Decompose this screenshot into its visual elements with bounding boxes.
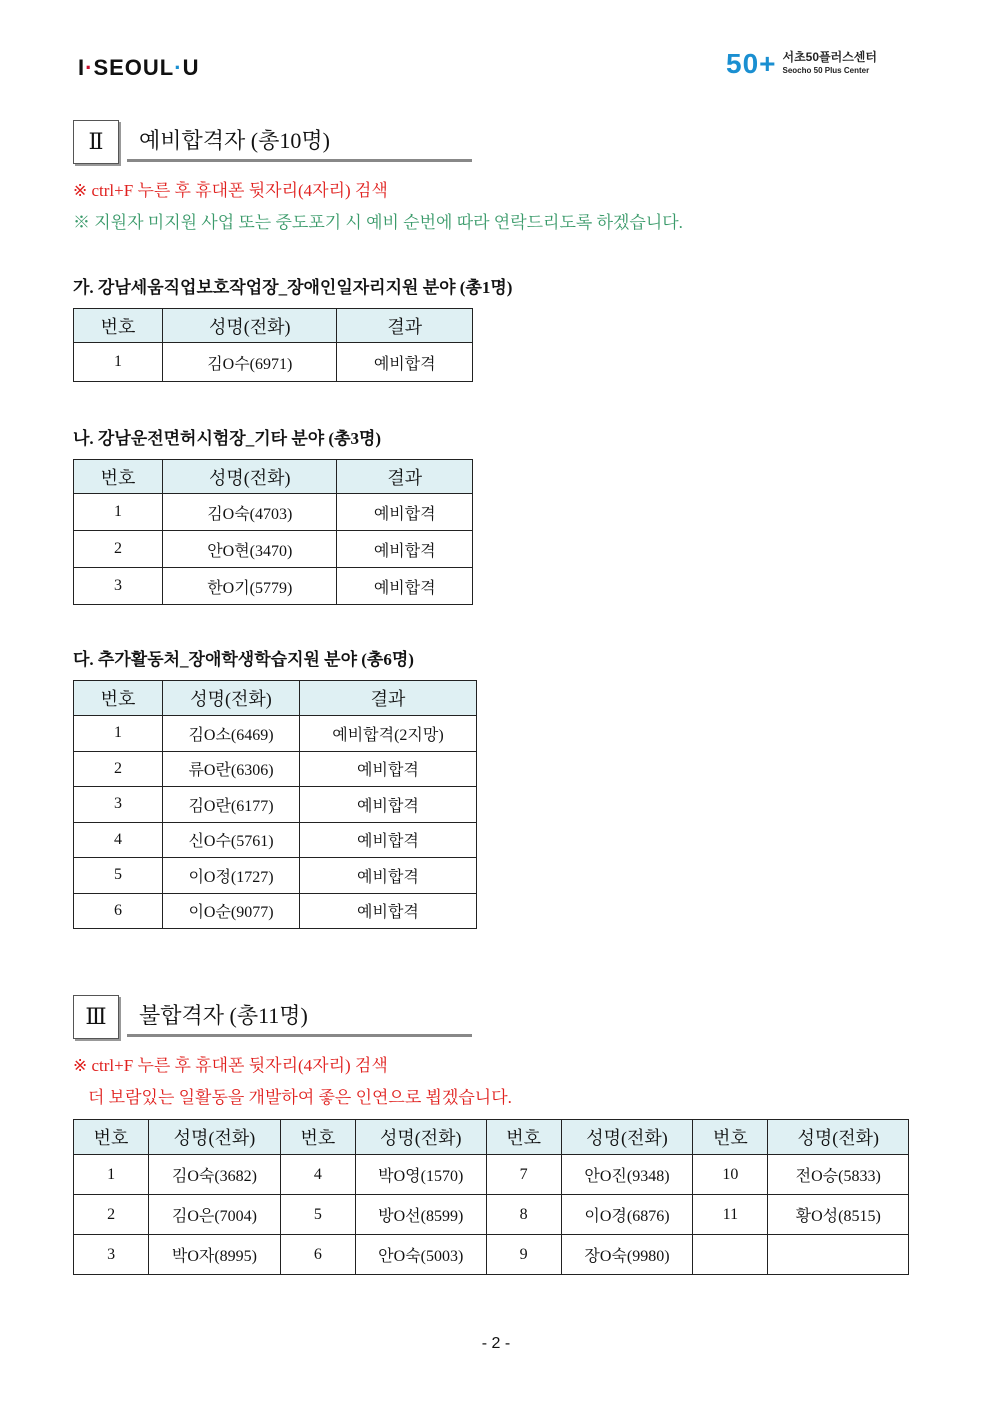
reserve-table-da xyxy=(73,680,477,929)
table-cell: 예비합격 xyxy=(337,494,473,531)
table-cell: 박O자(8995) xyxy=(149,1235,281,1275)
column-header: 성명(전화) xyxy=(163,309,337,343)
farewell-note: 더 보람있는 일활동을 개발하여 좋은 인연으로 뵙겠습니다. xyxy=(88,1088,512,1107)
table-cell: 신O수(5761) xyxy=(163,822,300,858)
table-cell: 이O정(1727) xyxy=(163,858,300,894)
search-note: ※ ctrl+F 누른 후 휴대폰 뒷자리(4자리) 검색 xyxy=(73,181,388,200)
logo-kr-text: 서초50플러스센터 xyxy=(782,50,877,64)
column-header: 성명(전화) xyxy=(163,681,300,716)
column-header: 성명(전화) xyxy=(149,1120,281,1155)
table-cell: 7 xyxy=(486,1155,561,1195)
table-cell: 김O숙(3682) xyxy=(149,1155,281,1195)
table-row xyxy=(74,343,473,382)
logo-mark-text: 50+ xyxy=(726,48,777,79)
table-cell: 6 xyxy=(74,893,163,929)
reserve-table-na xyxy=(73,459,473,605)
table-cell xyxy=(768,1235,909,1275)
table-cell: 1 xyxy=(74,1155,149,1195)
table-cell: 예비합격 xyxy=(299,787,476,823)
column-header: 결과 xyxy=(337,309,473,343)
table-cell: 4 xyxy=(74,822,163,858)
table-cell: 김O숙(4703) xyxy=(163,494,337,531)
table-cell: 5 xyxy=(74,858,163,894)
column-header: 번호 xyxy=(280,1120,355,1155)
seocho-50-plus-logo xyxy=(726,48,877,80)
table-cell: 류O란(6306) xyxy=(163,751,300,787)
table-cell: 1 xyxy=(74,494,163,531)
table-row xyxy=(74,568,473,605)
table-cell: 한O기(5779) xyxy=(163,568,337,605)
table-cell: 장O숙(9980) xyxy=(561,1235,693,1275)
table-row xyxy=(74,494,473,531)
table-cell: 1 xyxy=(74,716,163,752)
reserve-table-ga xyxy=(73,308,473,382)
table-cell: 5 xyxy=(280,1195,355,1235)
table-cell: 3 xyxy=(74,568,163,605)
table-row xyxy=(74,531,473,568)
table-header-row xyxy=(74,309,473,343)
section-3-title: 불합격자 (총11명) xyxy=(127,995,472,1037)
table-cell: 10 xyxy=(693,1155,768,1195)
column-header: 성명(전화) xyxy=(561,1120,693,1155)
column-header: 성명(전화) xyxy=(768,1120,909,1155)
table-cell: 안O숙(5003) xyxy=(355,1235,486,1275)
table-cell: 안O현(3470) xyxy=(163,531,337,568)
table-row xyxy=(74,787,477,823)
table-cell: 예비합격(2지망) xyxy=(299,716,476,752)
table-row xyxy=(74,822,477,858)
table-cell: 김O란(6177) xyxy=(163,787,300,823)
page-number: - 2 - xyxy=(481,1335,511,1352)
i-seoul-u-logo: I·SEOUL·U xyxy=(78,55,200,80)
table-cell: 김O은(7004) xyxy=(149,1195,281,1235)
table-cell: 3 xyxy=(74,1235,149,1275)
table-header-row xyxy=(74,1120,909,1155)
table-row xyxy=(74,1195,909,1235)
table-cell: 예비합격 xyxy=(299,751,476,787)
column-header: 번호 xyxy=(74,460,163,494)
table-row xyxy=(74,858,477,894)
table-row xyxy=(74,716,477,752)
table-cell: 예비합격 xyxy=(337,343,473,382)
table-cell: 박O영(1570) xyxy=(355,1155,486,1195)
column-header: 성명(전화) xyxy=(355,1120,486,1155)
table-row xyxy=(74,1155,909,1195)
table-cell: 예비합격 xyxy=(299,893,476,929)
table-cell: 2 xyxy=(74,1195,149,1235)
group-heading: 다. 추가활동처_장애학생학습지원 분야 (총6명) xyxy=(73,650,414,669)
table-row xyxy=(74,893,477,929)
column-header: 번호 xyxy=(74,1120,149,1155)
table-header-row xyxy=(74,460,473,494)
table-cell: 전O승(5833) xyxy=(768,1155,909,1195)
table-cell xyxy=(693,1235,768,1275)
table-cell: 이O경(6876) xyxy=(561,1195,693,1235)
table-cell: 김O소(6469) xyxy=(163,716,300,752)
table-cell: 6 xyxy=(280,1235,355,1275)
column-header: 성명(전화) xyxy=(163,460,337,494)
table-cell: 9 xyxy=(486,1235,561,1275)
table-cell: 11 xyxy=(693,1195,768,1235)
table-cell: 4 xyxy=(280,1155,355,1195)
table-cell: 황O성(8515) xyxy=(768,1195,909,1235)
search-note: ※ ctrl+F 누른 후 휴대폰 뒷자리(4자리) 검색 xyxy=(73,1056,388,1075)
table-cell: 예비합격 xyxy=(337,568,473,605)
table-cell: 안O진(9348) xyxy=(561,1155,693,1195)
table-cell: 8 xyxy=(486,1195,561,1235)
column-header: 번호 xyxy=(486,1120,561,1155)
table-cell: 2 xyxy=(74,751,163,787)
group-heading: 가. 강남세움직업보호작업장_장애인일자리지원 분야 (총1명) xyxy=(73,278,513,297)
contact-note: ※ 지원자 미지원 사업 또는 중도포기 시 예비 순번에 따라 연락드리도록 하겠습니다. xyxy=(73,213,683,232)
column-header: 결과 xyxy=(299,681,476,716)
table-cell: 3 xyxy=(74,787,163,823)
section-2-title: 예비합격자 (총10명) xyxy=(127,120,472,162)
section-2-numeral: Ⅱ xyxy=(73,120,119,164)
table-row xyxy=(74,751,477,787)
table-cell: 예비합격 xyxy=(337,531,473,568)
table-cell: 예비합격 xyxy=(299,822,476,858)
table-cell: 이O순(9077) xyxy=(163,893,300,929)
rejected-table xyxy=(73,1119,909,1275)
logo-en-text: Seocho 50 Plus Center xyxy=(782,66,870,75)
column-header: 번호 xyxy=(693,1120,768,1155)
table-cell: 방O선(8599) xyxy=(355,1195,486,1235)
group-heading: 나. 강남운전면허시험장_기타 분야 (총3명) xyxy=(73,429,382,448)
column-header: 결과 xyxy=(337,460,473,494)
column-header: 번호 xyxy=(74,309,163,343)
table-cell: 예비합격 xyxy=(299,858,476,894)
table-row xyxy=(74,1235,909,1275)
column-header: 번호 xyxy=(74,681,163,716)
table-header-row xyxy=(74,681,477,716)
section-3-numeral: Ⅲ xyxy=(73,995,119,1039)
table-cell: 1 xyxy=(74,343,163,382)
table-cell: 2 xyxy=(74,531,163,568)
table-cell: 김O수(6971) xyxy=(163,343,337,382)
